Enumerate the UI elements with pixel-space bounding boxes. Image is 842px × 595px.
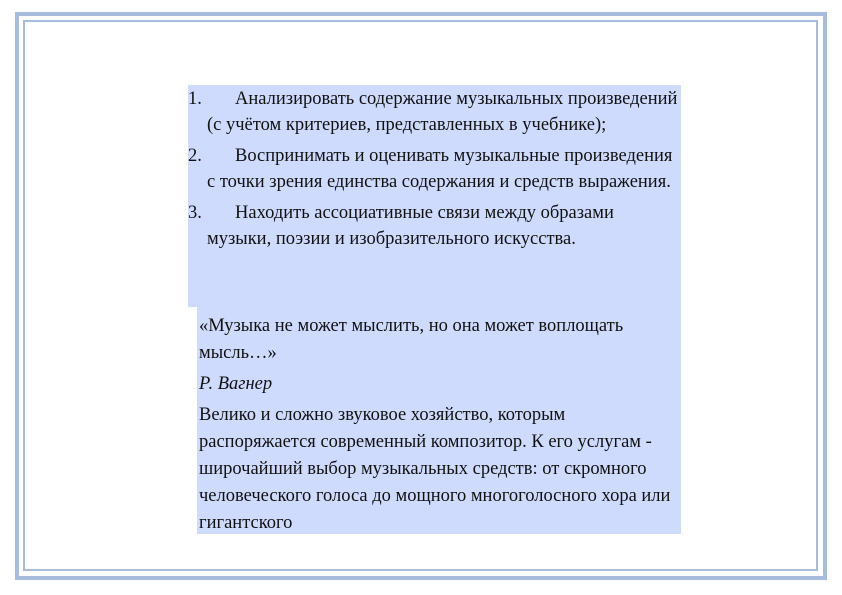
quote-author: Р. Вагнер	[199, 374, 273, 394]
body-paragraph: Велико и сложно звуковое хозяйство, которым распоряжается современный композитор. К его услугам - широчайший выбор музыкальных средств: от скромного человеческого голоса до мощного многоголосного хора или гигантского	[199, 405, 671, 533]
list-item-number: 3.	[188, 203, 202, 223]
list-item-text: Воспринимать и оценивать музыкальные произведения с точки зрения единства содержания и средств выражения.	[207, 146, 673, 192]
objectives-list	[188, 86, 682, 257]
list-item-number: 1.	[188, 89, 202, 109]
list-item-text: Анализировать содержание музыкальных произведений (с учётом критериев, представленных в учебнике);	[207, 89, 678, 135]
list-item	[188, 86, 682, 138]
list-item-number: 2.	[188, 146, 202, 166]
quote-block	[199, 313, 677, 537]
list-item	[188, 143, 682, 195]
list-item	[188, 200, 682, 252]
list-item-text: Находить ассоциативные связи между образами музыки, поэзии и изобразительного искусства.	[207, 203, 614, 249]
quote-text: «Музыка не может мыслить, но она может воплощать мысль…»	[199, 316, 624, 363]
